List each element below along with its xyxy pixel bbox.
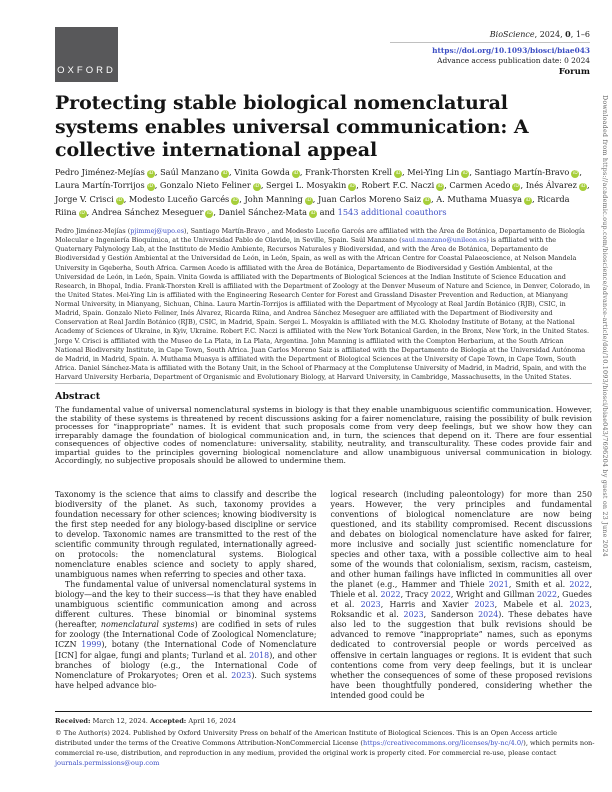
orcid-icon: iD <box>437 184 443 190</box>
author-name: Andrea Sánchez Meseguer <box>91 206 204 217</box>
paragraph-taxonomy: Taxonomy is the science that aims to classify and describe the biodiversity of the planet. As such, taxonomy provides a foundation necessary for other sciences; knowing biodiversity is the first step needed for any biology-based discipline or service to develop. Taxonomic names are transmitted to the rest of the scientific community through regulated, internationally agreed-on protocols: the nomenclatural systems. Biological nomenclature enables science and society to apply shared, unambiguous names when referring to species and other taxa. <box>55 490 317 580</box>
author-name: Saúl Manzano <box>160 167 219 177</box>
oxford-logo-text: OXFORD <box>57 65 116 76</box>
section-label: Forum <box>558 67 590 77</box>
author-name: Carmen Acedo <box>449 180 511 191</box>
inline-link[interactable]: pjimmej@upo.es <box>130 227 185 235</box>
doi-link[interactable]: https://doi.org/10.1093/biosci/biae043 <box>432 46 590 55</box>
author-name: Mei-Ying Lin <box>407 167 460 177</box>
author-name: John Manning <box>244 193 303 204</box>
download-watermark: Downloaded from https://academic.oup.com/bioscience/advance-article/doi/10.1093/biosci/biae043/7696204 by guest on 23 June 2024 <box>601 95 609 557</box>
orcid-icon: iD <box>525 197 531 203</box>
orcid-icon: iD <box>293 171 299 176</box>
orcid-icon: iD <box>580 184 586 190</box>
inline-link[interactable]: 2021 <box>488 580 509 590</box>
author-name: Modesto Luceño Garcés <box>128 193 230 204</box>
orcid-icon: iD <box>395 171 401 176</box>
footer-divider <box>55 711 592 712</box>
orcid-icon: iD <box>254 184 260 190</box>
orcid-icon: iD <box>310 210 316 216</box>
header-divider <box>390 42 590 43</box>
orcid-icon: iD <box>206 210 212 216</box>
journal-citation-line: BioScience, 2024, 0, 1–6 <box>489 29 590 39</box>
author-name: Inés Álvarez <box>525 180 577 191</box>
author-name: Frank-Thorsten Krell <box>305 167 393 177</box>
inline-link[interactable]: saul.manzano@unileon.es <box>401 236 487 245</box>
paragraph-debates: logical research (including paleontology) for more than 250 years. However, the very principles and fundamental conventions of biological nomenclature are now being questioned, and its stability compromised. Recent discussions and debates on biological nomenclature have asked for fairer, more inclusive and socially just scientific nomenclature for species and other taxa, with a possible collective aim to heal some of the wounds that colonialism, sexism, racism, casteism, and other human failings have inflicted in communities all over the planet (e.g., Hammer and Thiele 2021, Smith et al. 2022, Thiele et al. 2022, Tracy 2022, Wright and Gillman 2022, Guedes et al. 2023, Harris and Xavier 2023, Mabele et al. 2023, Roksandic et al. 2023, Sanderson 2024). These debates have also led to the suggestion that bulk revisions should be advanced to remove “inappropriate” names, such as eponyms dedicated to controversial people or words perceived as offensive in certain languages or regions. It is evident that such contentions come from very deep feelings, but it is unclear whether the consequences of some of these proposed revisions have been thoughtfully pondered, considering whether the intended good could be <box>330 490 593 700</box>
author-name: Jorge V. Crisci <box>55 193 114 204</box>
orcid-icon: iD <box>306 197 312 203</box>
author-name: Laura Martín-Torrijos <box>55 180 145 191</box>
inline-link[interactable]: https://creativecommons.org/licenses/by-nc/4.0/ <box>362 738 524 747</box>
author-name: Gonzalo Nieto Feliner <box>159 180 251 191</box>
abstract-text: The fundamental value of universal nomenclatural systems in biology is that they enable unambiguous scientific communication. However, the stability of these systems is threatened by recent discussions asking for a fairer nomenclature, raising the possibility of bulk revision processes for “inappropriate” names. It is evident that such proposals come from very deep feelings, but we show how they can irreparably damage the foundation of biological communication and, in turn, the sciences that depend on it. There are four essential consequences of objective codes of nomenclature: universality, stability, neutrality, and transculturality. These codes provide fair and impartial guides to the principles governing biological nomenclature and allow unambiguous universal communication in biology. Accordingly, no subjective proposals should be allowed to undermine them. <box>55 405 592 465</box>
inline-link[interactable]: 2022 <box>380 590 401 600</box>
inline-link[interactable]: 2022 <box>430 590 451 600</box>
paragraph-fundamental-value: The fundamental value of universal nomenclatural systems in biology—and the key to their success—is that they have enabled unambiguous scientific communication among and across different cultures. These binomial or binominal systems (hereafter, nomenclatural systems) are codified in sets of rules for zoology (the International Code of Zoological Nomenclature; ICZN 1999), botany (the International Code of Nomenclature [ICN] for algae, fungi and plants; Turland et al. 2018), and other branches of biology (e.g., the International Code of Nomenclature of Prokaryotes; Oren et al. 2023). Such systems have helped advance bio- <box>55 580 317 690</box>
orcid-icon: iD <box>117 197 123 203</box>
abstract-divider <box>55 383 592 384</box>
orcid-icon: iD <box>514 184 519 190</box>
orcid-icon: iD <box>232 197 238 203</box>
copyright-text: © The Author(s) 2024. Published by Oxford University Press on behalf of the American Institute of Biological Sciences. This is an Open Access article distributed under the terms of the Creative Commons Attribution-NonCommercial License (https://creativecommons.org/licenses/by-nc/4.0/), which permits non-commercial re-use, distribution, and reproduction in any medium, provided the original work is properly cited. For commercial re-use, please contact journals.permissions@oup.com <box>55 728 595 767</box>
article-body <box>55 490 592 701</box>
orcid-icon: iD <box>148 184 154 190</box>
article-title: Protecting stable biological nomenclatural systems enables universal communication: A collective international appeal <box>55 92 529 162</box>
inline-link[interactable]: 2018 <box>249 650 270 660</box>
author-name: Pedro Jiménez-Mejías <box>55 167 145 177</box>
coauthors-link[interactable]: 1543 additional coauthors <box>337 206 447 217</box>
inline-link[interactable]: 2023 <box>403 610 424 620</box>
author-list: Pedro Jiménez-Mejías iD , Saúl Manzano iD , Vinita Gowda iD , Frank-Thorsten Krell iD , Mei-Ying Lin iD , Santiago Martín-Bravo iD , Laura Martín-Torrijos iD , Gonzalo Nieto Feliner iD , Sergei L. Mosyakin iD , Robert F.C. Naczi iD , Carmen Acedo iD , Inés Álvarez iD , Jorge V. Crisci iD , Modesto Luceño Garcés iD , John Manning iD , Juan Carlos Moreno Saiz iD , A. Muthama Muasya iD , Ricarda Riina iD , Andrea Sánchez Meseguer iD , Daniel Sánchez-Mata iD and 1543 additional coauthors <box>55 167 590 217</box>
affiliations-note: Pedro Jiménez-Mejías (pjimmej@upo.es), Santiago Martín-Bravo , and Modesto Luceño Garcés are affiliated with the Área de Botánica, Departamento de Biología Molecular e Ingeniería Bioquímica, at the Universidad Pablo de Olavide, in Seville, Spain. Saúl Manzano (saul.manzano@unileon.es) is affiliated with the Quaternary Palynology Lab, at the Instituto de Medio Ambiente, Recursos Naturales y Biodiversidad, and with the Área de Botánica, Departamento de Biodiversidad y Gestión Ambiental at the Universidad de León, in León, Spain, as well as with the African Centre for Coastal Palaeoscience, at Nelson Mandela University in Gqeberha, South Africa. Carmen Acedo is affiliated with the Área de Botánica, Departamento de Biodiversidad y Gestión Ambiental, at the Universidad de León, in León, Spain. Vinita Gowda is affiliated with the Departments of Biological Sciences at the Indian Institute of Science Education and Research, in Bhopal, India. Frank-Thorsten Krell is affiliated with the Department of Zoology at the Denver Museum of Nature and Science, in Denver, Colorado, in the United States. Mei-Ying Lin is affiliated with the Engineering Research Center for Forest and Grassland Disaster Prevention and Reduction, at Mianyang Normal University, in Mianyang, Sichuan, China. Laura Martín-Torrijos is affiliated with the Department of Mycology at Real Jardín Botánico (RJB), CSIC, in Madrid, Spain. Gonzalo Nieto Feliner, Inés Álvarez, Ricarda Riina, and Andrea Sánchez Meseguer are affiliated with the Department of Biodiversity and Conservation at Real Jardín Botánico (RJB), CSIC, in Madrid, Spain. Sergei L. Mosyakin is affiliated with the M.G. Kholodny Institute of Botany, at the National Academy of Sciences of Ukraine, in Kyiv, Ukraine. Robert F.C. Naczi is affiliated with the New York Botanical Garden, in the Bronx, New York, in the United States. Jorge V. Crisci is affiliated with the Museo de La Plata, in La Plata, Argentina. John Manning is affiliated with the Compton Herbarium, at the South African National Biodiversity Institute, in Cape Town, South Africa. Juan Carlos Moreno Saiz is affiliated with the Departamento de Biología at the Universidad Autónoma de Madrid, in Madrid, Spain. A. Muthama Muasya is affiliated with the Department of Biological Sciences at the University of Cape Town, in Cape Town, South Africa. Daniel Sánchez-Mata is affiliated with the Botany Unit, in the School of Pharmacy at the Complutense University of Madrid, in Madrid, Spain, and with the Harvard University Herbaria, Department of Organismic and Evolutionary Biology, at Harvard University, in Cambridge, Massachusetts, in the United States. <box>55 227 590 381</box>
abstract-heading: Abstract <box>55 391 101 402</box>
orcid-icon: iD <box>80 210 85 216</box>
inline-link[interactable]: 2023 <box>231 670 252 680</box>
orcid-icon: iD <box>424 197 430 203</box>
oxford-logo <box>55 27 118 82</box>
author-name: Robert F.C. Naczi <box>361 180 435 191</box>
inline-link[interactable]: 1999 <box>81 640 102 650</box>
body-column-left <box>55 490 317 701</box>
journal-info <box>390 29 590 77</box>
author-name: Sergei L. Mosyakin <box>266 180 347 191</box>
author-name: Santiago Martín-Bravo <box>474 167 570 177</box>
author-name: Daniel Sánchez-Mata <box>218 206 307 217</box>
inline-link[interactable]: 2023 <box>360 600 381 610</box>
body-column-right <box>331 490 593 701</box>
received-accepted-line: Received: March 12, 2024. Accepted: April 16, 2024 <box>55 717 237 725</box>
orcid-icon: iD <box>572 171 578 176</box>
inline-link[interactable]: 2023 <box>569 600 590 610</box>
orcid-icon: iD <box>349 184 355 190</box>
author-name: A. Muthama Muasya <box>436 193 522 204</box>
author-name: Vinita Gowda <box>234 167 290 177</box>
footer <box>55 717 595 768</box>
advance-access-date: Advance access publication date: 0 2024 <box>437 56 590 65</box>
orcid-icon: iD <box>222 171 228 176</box>
inline-link[interactable]: 2023 <box>474 600 495 610</box>
orcid-icon: iD <box>462 171 468 176</box>
inline-link[interactable]: 2024 <box>478 610 499 620</box>
inline-link[interactable]: 2022 <box>569 580 590 590</box>
inline-link[interactable]: journals.permissions@oup.com <box>55 758 160 767</box>
author-name: Ricarda Riina <box>55 193 570 217</box>
author-name: Juan Carlos Moreno Saiz <box>318 193 422 204</box>
inline-link[interactable]: 2022 <box>537 590 558 600</box>
orcid-icon: iD <box>148 171 154 176</box>
